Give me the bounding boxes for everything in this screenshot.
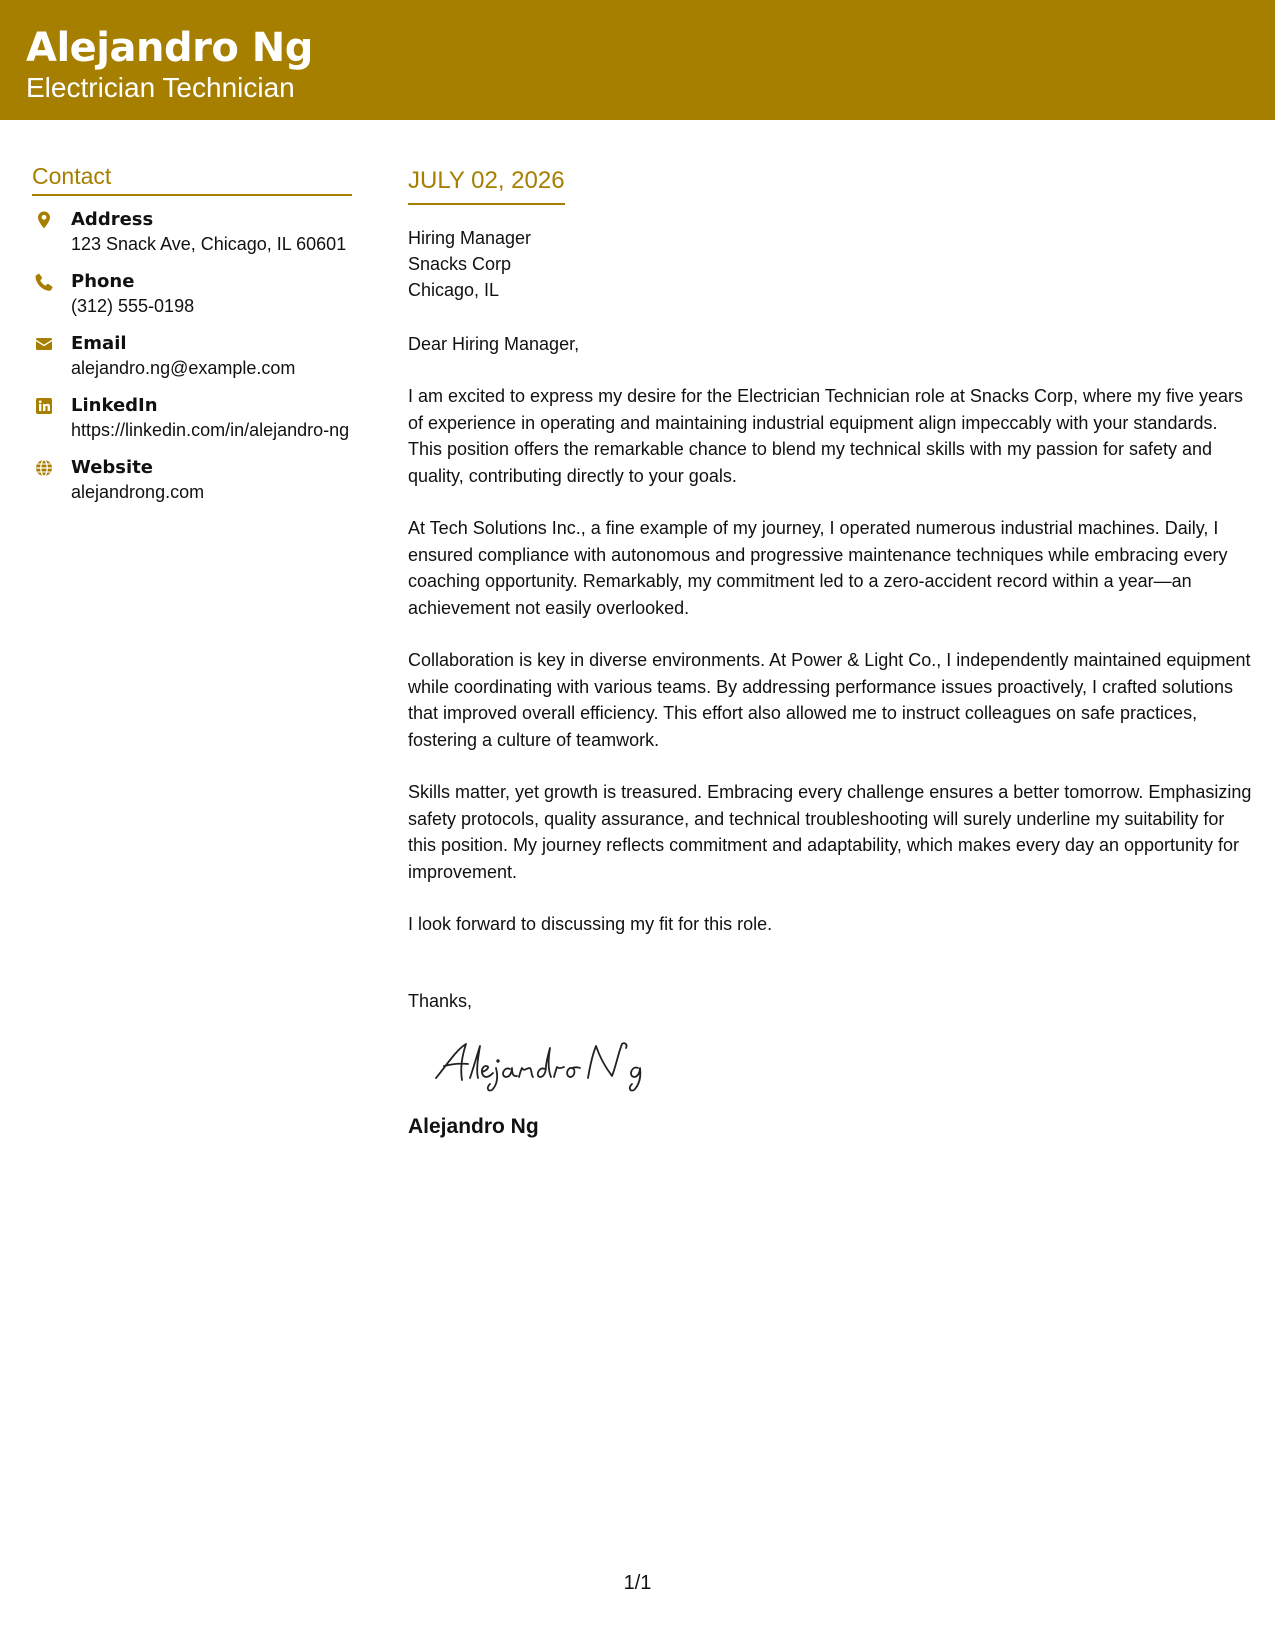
recipient-line: Chicago, IL [408, 280, 500, 300]
contact-item-address [32, 208, 352, 256]
contact-value: https://linkedin.com/in/alejandro-ng [71, 420, 350, 440]
phone-icon [34, 272, 54, 292]
contact-item-website [32, 456, 352, 504]
contact-label: Address [71, 209, 154, 230]
salutation: Dear Hiring Manager, [408, 334, 580, 354]
letter-paragraph: Collaboration is key in diverse environments. At Power & Light Co., I independently maintained equipment while coordinating with various teams. By addressing performance issues proactively, I crafted solutions that improved overall efficiency. This effort also allowed me to instruct colleagues on safe practices, fostering a culture of teamwork. [408, 650, 1251, 750]
contact-sidebar [32, 160, 352, 518]
contact-item-email [32, 332, 352, 380]
contact-item-phone [32, 270, 352, 318]
letter-body [408, 165, 1254, 1141]
contact-label: Website [71, 457, 154, 478]
letter-paragraph: At Tech Solutions Inc., a fine example of my journey, I operated numerous industrial machines. Daily, I ensured compliance with autonomous and progressive maintenance techniques while embracing every coaching opportunity. Remarkably, my commitment led to a zero-accident record within a year—an achievement not easily overlooked. [408, 518, 1228, 618]
map-pin-icon [34, 210, 54, 230]
globe-icon [34, 458, 54, 478]
page-number: 1/1 [623, 1572, 652, 1594]
envelope-icon [34, 334, 54, 354]
linkedin-icon [34, 396, 54, 416]
contact-heading: Contact [32, 160, 352, 196]
header-job-title: Electrician Technician [26, 72, 295, 103]
recipient-block [408, 225, 1254, 303]
contact-label: Email [71, 333, 127, 354]
contact-value: (312) 555-0198 [71, 296, 195, 316]
signer-name: Alejandro Ng [408, 1114, 539, 1138]
header-name: Alejandro Ng [26, 25, 313, 71]
closing: Thanks, [408, 990, 473, 1011]
recipient-line: Snacks Corp [408, 254, 512, 274]
contact-value: alejandrong.com [71, 482, 205, 502]
contact-item-linkedin [32, 394, 352, 442]
contact-label: Phone [71, 271, 135, 292]
letter-paragraph: Skills matter, yet growth is treasured. Embracing every challenge ensures a better tomorrow. Emphasizing safety protocols, quality assurance, and technical troubleshooting will surely underline my suitability for this position. My journey reflects commitment and adaptability, which makes every day an opportunity for improvement. [408, 782, 1252, 882]
signature-image [428, 1036, 668, 1092]
letter-paragraph: I am excited to express my desire for the Electrician Technician role at Snacks Corp, where my five years of experience in operating and maintaining industrial equipment align impeccably with your standards. This position offers the remarkable chance to blend my technical skills with my passion for safety and quality, contributing directly to your goals. [408, 386, 1244, 486]
contact-value: 123 Snack Ave, Chicago, IL 60601 [71, 234, 347, 254]
contact-label: LinkedIn [71, 395, 158, 416]
letter-paragraph: I look forward to discussing my fit for this role. [408, 914, 773, 934]
letter-date: JULY 02, 2026 [408, 165, 565, 205]
header-band [0, 0, 1275, 120]
contact-value: alejandro.ng@example.com [71, 358, 296, 378]
recipient-line: Hiring Manager [408, 228, 532, 248]
